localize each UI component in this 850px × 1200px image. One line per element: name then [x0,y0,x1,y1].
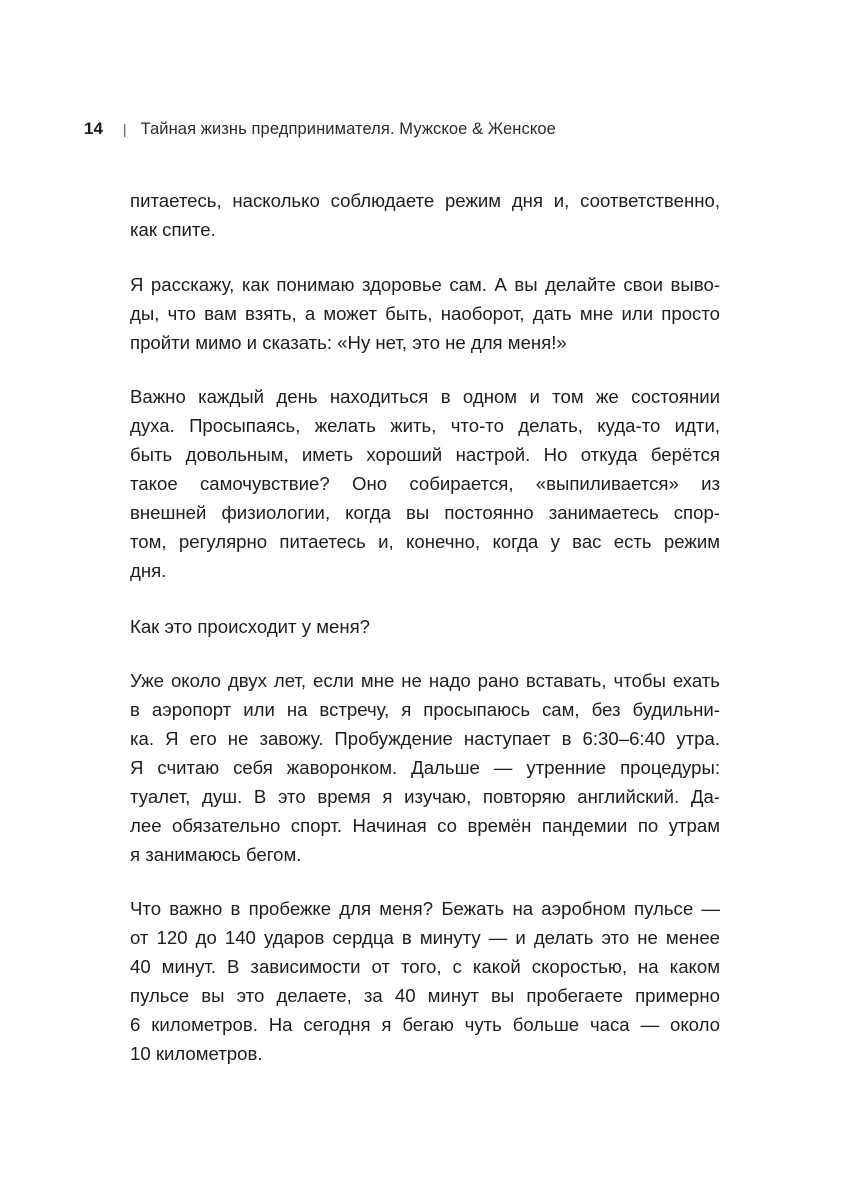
text-line: от 120 до 140 ударов сердца в минуту — и делать это не менее [130,927,720,948]
paragraph-1 [130,186,720,244]
text-line: я занимаюсь бегом. [130,844,302,865]
text-line: такое самочувствие? Оно собирается, «выпиливается» из [130,473,720,494]
text-line: внешней физиологии, когда вы постоянно занимаетесь спор- [130,502,720,523]
paragraph-5 [130,666,720,869]
text-line: ды, что вам взять, а может быть, наоборот, дать мне или просто [130,303,720,324]
text-line: Уже около двух лет, если мне не надо рано вставать, чтобы ехать [130,670,720,691]
paragraph-6 [130,894,720,1068]
text-line: как спите. [130,219,216,240]
text-line: Я считаю себя жаворонком. Дальше — утренние процедуры: [130,757,720,778]
running-header [84,118,556,140]
text-line: том, регулярно питаетесь и, конечно, когда у вас есть режим [130,531,720,552]
text-line: пройти мимо и сказать: «Ну нет, это не для меня!» [130,332,567,353]
header-separator: | [122,121,127,137]
text-line: Как это происходит у меня? [130,616,371,637]
text-line: 40 минут. В зависимости от того, с какой скоростью, на каком [130,956,720,977]
text-line: туалет, душ. В это время я изучаю, повторяю английский. Да- [130,786,720,807]
paragraph-3 [130,382,720,585]
text-line: ка. Я его не завожу. Пробуждение наступает в 6:30–6:40 утра. [130,728,720,749]
text-line: пульсе вы это делаете, за 40 минут вы пробегаете примерно [130,985,720,1006]
text-line: в аэропорт или на встречу, я просыпаюсь сам, без будильни- [130,699,720,720]
text-line: духа. Просыпаясь, желать жить, что-то делать, куда-то идти, [130,415,720,436]
paragraph-4 [130,612,720,641]
text-line: Что важно в пробежке для меня? Бежать на аэробном пульсе — [130,898,720,919]
text-line: 10 километров. [130,1043,263,1064]
paragraph-2 [130,270,720,357]
text-line: быть довольным, иметь хороший настрой. Но откуда берётся [130,444,720,465]
text-line: лее обязательно спорт. Начиная со времён пандемии по утрам [130,815,720,836]
text-line: питаетесь, насколько соблюдаете режим дня и, соответственно, [130,190,720,211]
text-line: Я расскажу, как понимаю здоровье сам. А вы делайте свои выво- [130,274,720,295]
page-number: 14 [84,119,103,138]
text-line: 6 километров. На сегодня я бегаю чуть больше часа — около [130,1014,720,1035]
text-line: Важно каждый день находиться в одном и том же состоянии [130,386,720,407]
running-title: Тайная жизнь предпринимателя. Мужское & Женское [140,119,556,138]
text-line: дня. [130,560,167,581]
